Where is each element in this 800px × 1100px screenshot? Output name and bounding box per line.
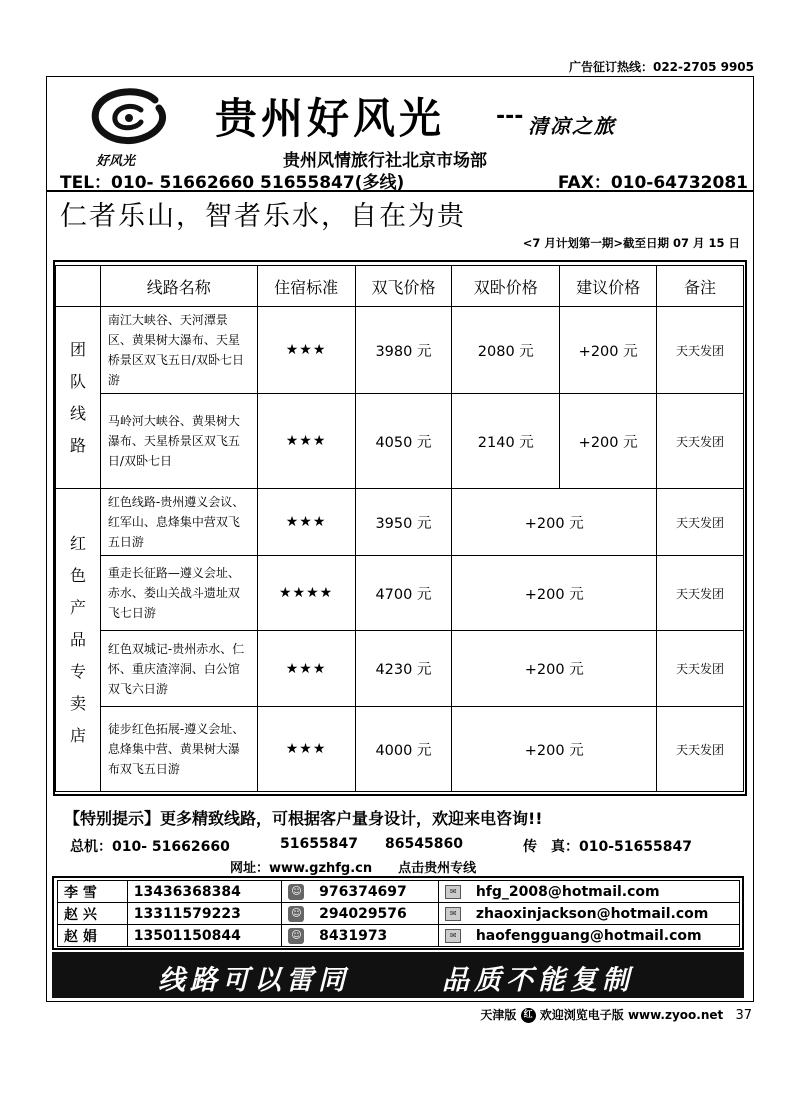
page-number: 37 (735, 1008, 752, 1023)
logo-text: 好风光 (96, 154, 136, 169)
route-name: 南江大峡谷、天河潭景区、黄果树大瀑布、天星桥景区双飞五日/双卧七日游 (100, 307, 257, 394)
staff-name: 李 雪 (58, 881, 128, 903)
staff-phone: 13436368384 (127, 881, 282, 903)
suggest-price: +200 元 (560, 394, 657, 489)
header-hotel: 住宿标准 (257, 266, 355, 307)
main-line: 总机：010- 51662660 (70, 839, 230, 855)
banner-left: 线路可以雷同 (158, 965, 350, 996)
ad-hotline: 广告征订热线：022-2705 9905 (568, 60, 754, 74)
suggest-price: +200 元 (560, 307, 657, 394)
table-row (56, 556, 744, 631)
star-rating: ★★★ (257, 394, 355, 489)
mail-icon: ✉ (445, 907, 461, 921)
staff-email[interactable]: ✉ haofengguang@hotmail.com (439, 925, 740, 947)
agency-name: 贵州风情旅行社北京市场部 (283, 151, 487, 171)
header-blank (56, 266, 101, 307)
staff-email[interactable]: ✉ hfg_2008@hotmail.com (439, 881, 740, 903)
star-rating: ★★★ (257, 489, 355, 556)
star-rating: ★★★ (257, 707, 355, 792)
air-price: 4230 元 (355, 631, 452, 707)
staff-row (58, 881, 740, 903)
qq-icon: ☺ (288, 906, 304, 922)
header-note: 备注 (657, 266, 744, 307)
note: 天天发团 (657, 707, 744, 792)
website-line[interactable]: 网址：www.gzhfg.cn 点击贵州专线 (230, 861, 477, 876)
routes-table (55, 265, 744, 792)
air-price: 4050 元 (355, 394, 452, 489)
table-row (56, 631, 744, 707)
note: 天天发团 (657, 631, 744, 707)
mail-icon: ✉ (445, 885, 461, 899)
staff-table (57, 880, 740, 947)
air-price: 4700 元 (355, 556, 452, 631)
main-line-3: 86545860 (385, 836, 463, 852)
route-name: 徒步红色拓展-遵义会址、息烽集中营、黄果树大瀑布双飞五日游 (100, 707, 257, 792)
staff-phone: 13311579223 (127, 903, 282, 925)
red-badge-icon: 红 (521, 1008, 536, 1023)
motto: 仁者乐山，智者乐水，自在为贵 (60, 201, 466, 232)
staff-name: 赵 兴 (58, 903, 128, 925)
header-air-price: 双飞价格 (355, 266, 452, 307)
slogan-banner (52, 952, 744, 998)
table-row (56, 307, 744, 394)
rail-price: 2080 元 (452, 307, 560, 394)
plan-note: <7 月计划第一期>截至日期 07 月 15 日 (522, 236, 740, 250)
table-header-row (56, 266, 744, 307)
qq-icon: ☺ (288, 884, 304, 900)
qq-icon: ☺ (288, 928, 304, 944)
staff-qq: ☺ 294029576 (282, 903, 439, 925)
brand-title: 贵州好风光 (215, 94, 446, 143)
main-line-2: 51655847 (280, 836, 358, 852)
star-rating: ★★★★ (257, 556, 355, 631)
note: 天天发团 (657, 394, 744, 489)
category-red: 红 色 产 品 专 卖 店 (56, 489, 101, 792)
footer (480, 1006, 752, 1023)
note: 天天发团 (657, 556, 744, 631)
note: 天天发团 (657, 307, 744, 394)
staff-row (58, 903, 740, 925)
staff-row (58, 925, 740, 947)
mail-icon: ✉ (445, 929, 461, 943)
footer-edition: 天津版 (480, 1008, 517, 1022)
suggest-price: +200 元 (452, 631, 657, 707)
tel-line: TEL：010- 51662660 51655847(多线) (60, 173, 405, 193)
air-price: 4000 元 (355, 707, 452, 792)
rail-price: 2140 元 (452, 394, 560, 489)
header-rail-price: 双卧价格 (452, 266, 560, 307)
air-price: 3980 元 (355, 307, 452, 394)
suggest-price: +200 元 (452, 707, 657, 792)
header-rule (46, 190, 754, 192)
table-row (56, 489, 744, 556)
route-name: 马岭河大峡谷、黄果树大瀑布、天星桥景区双飞五日/双卧七日 (100, 394, 257, 489)
staff-phone: 13501150844 (127, 925, 282, 947)
staff-qq: ☺ 8431973 (282, 925, 439, 947)
fax-line: FAX：010-64732081 (557, 173, 748, 193)
star-rating: ★★★ (257, 631, 355, 707)
staff-email[interactable]: ✉ zhaoxinjackson@hotmail.com (439, 903, 740, 925)
table-row (56, 394, 744, 489)
route-name: 红色双城记-贵州赤水、仁怀、重庆渣滓洞、白公馆双飞六日游 (100, 631, 257, 707)
note: 天天发团 (657, 489, 744, 556)
route-name: 红色线路-贵州遵义会议、红军山、息烽集中营双飞五日游 (100, 489, 257, 556)
header-route: 线路名称 (100, 266, 257, 307)
suggest-price: +200 元 (452, 489, 657, 556)
fax-contact: 传 真：010-51655847 (523, 839, 692, 855)
suggest-price: +200 元 (452, 556, 657, 631)
header-suggest-price: 建议价格 (560, 266, 657, 307)
star-rating: ★★★ (257, 307, 355, 394)
brand-dash: --- (496, 104, 524, 129)
staff-qq: ☺ 976374697 (282, 881, 439, 903)
swirl-logo-icon (85, 86, 175, 148)
air-price: 3950 元 (355, 489, 452, 556)
staff-name: 赵 娟 (58, 925, 128, 947)
route-name: 重走长征路—遵义会址、赤水、娄山关战斗遗址双飞七日游 (100, 556, 257, 631)
special-tip: 【特别提示】更多精致线路，可根据客户量身设计，欢迎来电咨询!! (64, 809, 543, 828)
banner-right: 品质不能复制 (442, 965, 634, 996)
table-row (56, 707, 744, 792)
footer-site[interactable]: 欢迎浏览电子版 www.zyoo.net (539, 1008, 724, 1022)
slogan: 清凉之旅 (528, 114, 616, 138)
category-group: 团 队 线 路 (56, 307, 101, 489)
